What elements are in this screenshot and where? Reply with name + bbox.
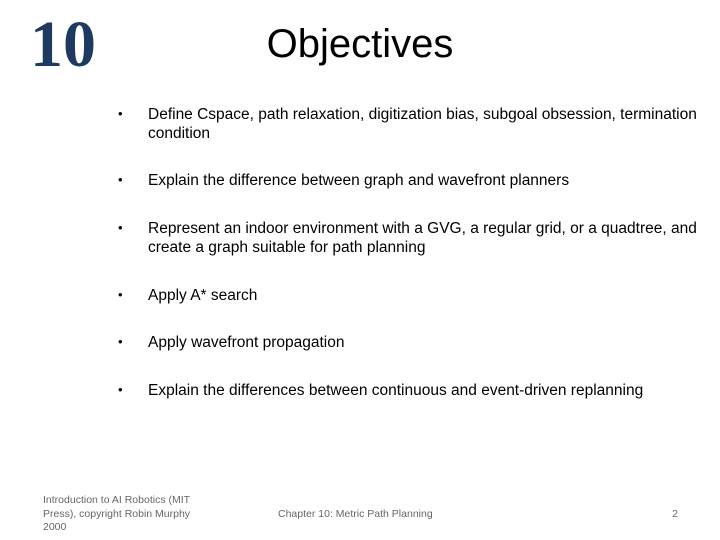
objective-text: Apply A* search [148, 287, 258, 304]
objective-text: Apply wavefront propagation [148, 334, 345, 351]
objective-text: Represent an indoor environment with a GVG, a regular grid, or a quadtree, and create a graph suitable for path planning [148, 220, 697, 256]
bullet-icon: • [118, 106, 123, 121]
slide-title: Objectives [266, 22, 454, 66]
objective-text: Explain the difference between graph and wavefront planners [148, 172, 570, 189]
bullet-icon: • [118, 334, 123, 349]
bullet-icon: • [118, 287, 123, 302]
objective-text: Define Cspace, path relaxation, digitization bias, subgoal obsession, termination condition [148, 106, 697, 142]
bullet-icon: • [118, 382, 123, 397]
footer-copyright: Introduction to AI Robotics (MIT Press), copyright Robin Murphy 2000 [43, 494, 191, 534]
bullet-icon: • [118, 220, 123, 235]
footer-chapter: Chapter 10: Metric Path Planning [278, 508, 433, 520]
chapter-number: 10 [30, 8, 96, 81]
page-number: 2 [672, 508, 678, 520]
bullet-icon: • [118, 172, 123, 187]
objective-text: Explain the differences between continuous and event-driven replanning [148, 382, 644, 399]
